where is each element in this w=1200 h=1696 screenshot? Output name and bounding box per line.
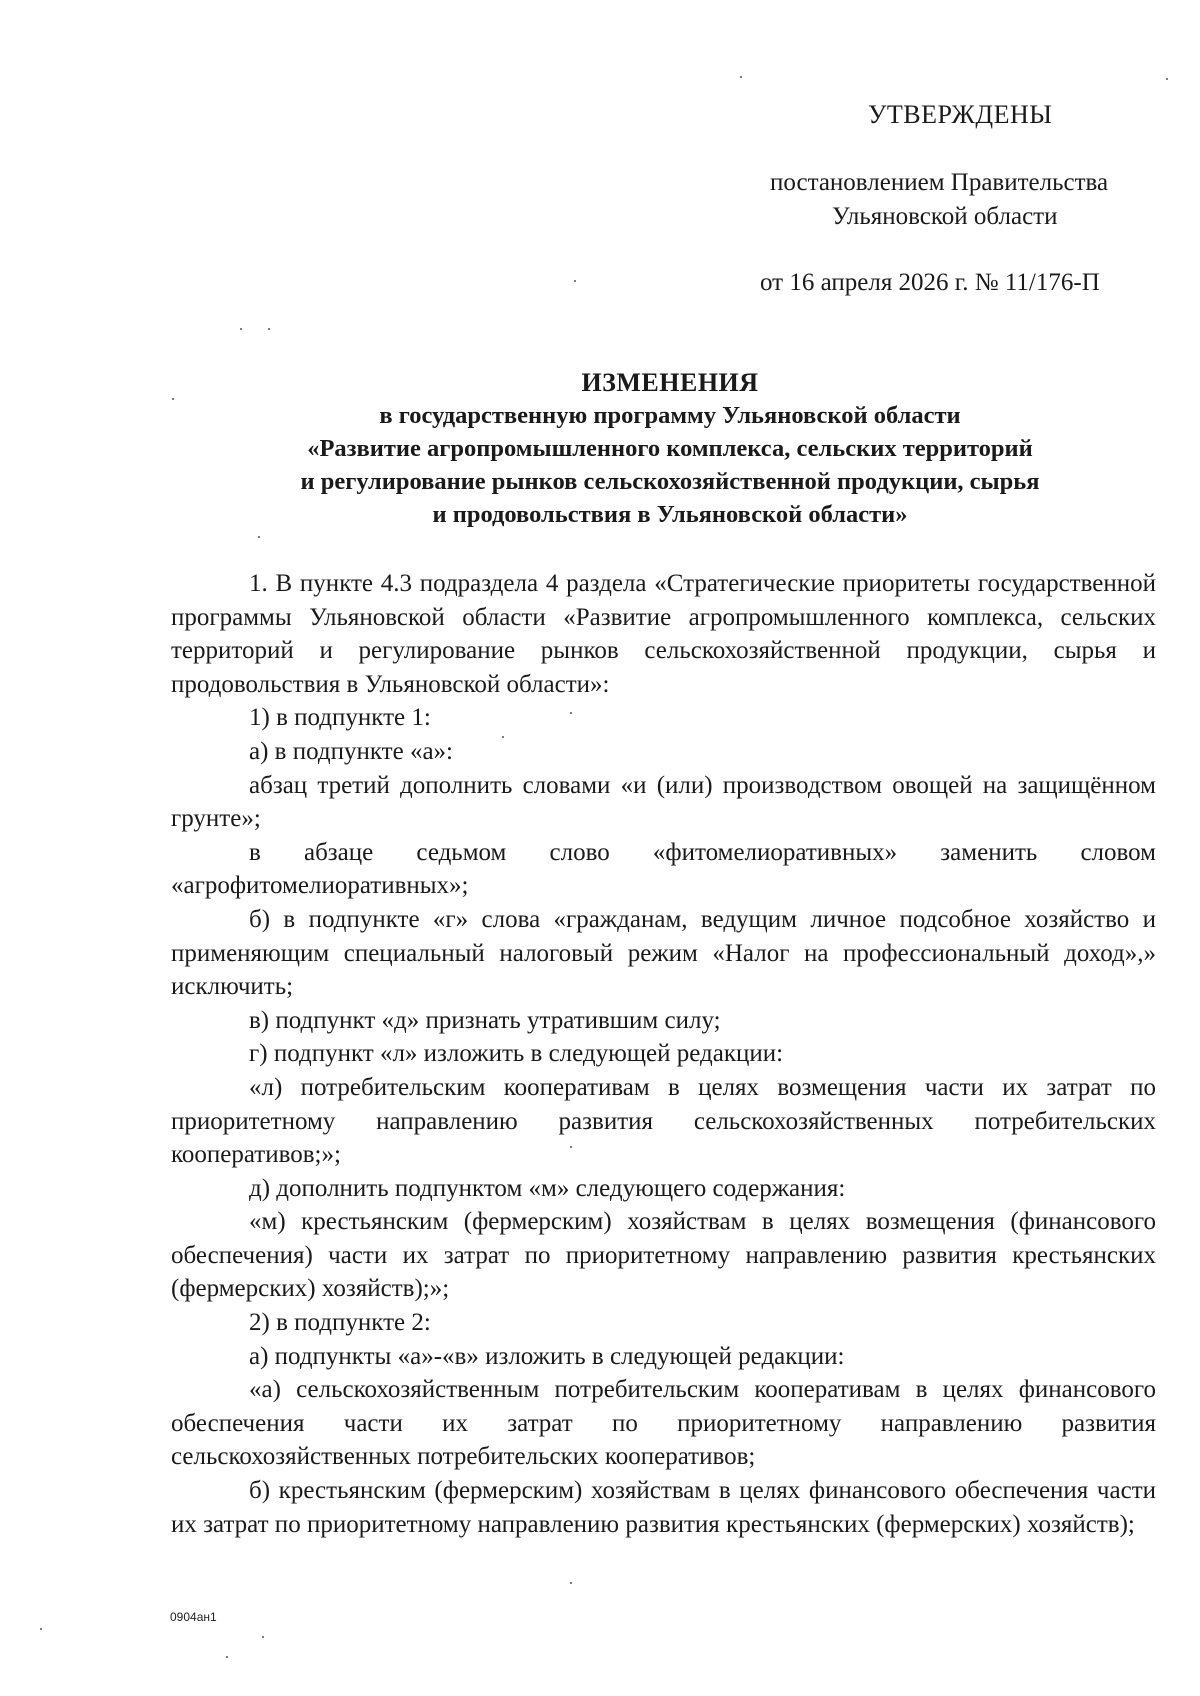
scan-speck — [172, 398, 174, 400]
paragraph: д) дополнить подпунктом «м» следующего содержания: — [249, 1174, 846, 1202]
scan-speck — [240, 328, 242, 330]
paragraph: б) крестьянским (фермерским) хозяйствам в целях финансового обеспечения части их затрат по приоритетному направлению развития крестьянских (фермерских) хозяйств); — [171, 1477, 1156, 1538]
scan-speck — [502, 736, 504, 738]
heading-line-1: в государственную программу Ульяновской области — [379, 402, 961, 429]
scan-speck — [570, 1146, 572, 1148]
paragraph: «л) потребительским кооперативам в целях возмещения части их затрат по приоритетному направлению развития сельскохозяйственных потребительских кооперативов;»; — [171, 1073, 1156, 1169]
scan-speck — [258, 536, 260, 538]
scan-speck — [262, 1636, 264, 1638]
paragraph: 1) в подпункте 1: — [249, 704, 431, 732]
approval-line-1: постановлением Правительства — [770, 169, 1109, 196]
heading-line-3: и регулирование рынков сельскохозяйственной продукции, сырья — [300, 468, 1040, 495]
scan-speck — [740, 76, 742, 78]
paragraph: абзац третий дополнить словами «и (или) производством овощей на защищённом грунте»; — [171, 771, 1156, 833]
heading-line-4: и продовольствия в Ульяновской области» — [432, 501, 908, 528]
approval-line-2: Ульяновской области — [832, 203, 1058, 230]
paragraph: а) подпункты «а»-«в» изложить в следующей редакции: — [249, 1342, 845, 1370]
scan-speck — [40, 1628, 42, 1630]
document-heading — [170, 366, 1170, 531]
paragraph: «а) сельскохозяйственным потребительским кооперативам в целях финансового обеспечения части их затрат по приоритетному направлению развития сельскохозяйственных потребительских кооперативов; — [171, 1376, 1156, 1471]
scan-speck — [226, 1656, 228, 1658]
approval-block — [0, 0, 1200, 330]
scan-speck — [574, 280, 576, 282]
heading-main: ИЗМЕНЕНИЯ — [581, 368, 759, 397]
paragraph: в) подпункт «д» признать утратившим силу; — [249, 1006, 721, 1034]
approval-title: УТВЕРЖДЕНЫ — [868, 100, 1053, 129]
paragraph: 1. В пункте 4.3 подраздела 4 раздела «Стратегические приоритеты государственной программы Ульяновской области «Развитие агропромышленного комплекса, сельских территорий и регулирование рынков сельскохозяйственной продукции, сырья и продовольствия в Ульяновской области»: — [171, 570, 1156, 698]
paragraph: в абзаце седьмом слово «фитомелиоративных» заменить словом «агрофитомелиоративных»; — [171, 838, 1156, 900]
approval-date: от 16 апреля 2026 г. № 11/176-П — [760, 269, 1100, 296]
heading-line-2: «Развитие агропромышленного комплекса, сельских территорий — [307, 435, 1033, 462]
scan-speck — [570, 712, 572, 714]
footer-code: 0904ан1 — [170, 1610, 217, 1624]
document-body — [171, 567, 1156, 1541]
paragraph: а) в подпункте «а»: — [249, 737, 453, 765]
paragraph: г) подпункт «л» изложить в следующей редакции: — [249, 1040, 784, 1068]
scan-speck — [1166, 78, 1168, 80]
paragraph: б) в подпункте «г» слова «гражданам, ведущим личное подсобное хозяйство и применяющим специальный налоговый режим «Налог на профессиональный доход»,» исключить; — [171, 905, 1156, 1001]
scan-speck — [268, 328, 270, 330]
paragraph: «м) крестьянским (фермерским) хозяйствам в целях возмещения (финансового обеспечения) части их затрат по приоритетному направлению развития крестьянских (фермерских) хозяйств);»; — [171, 1208, 1156, 1303]
scan-speck — [570, 1582, 572, 1584]
paragraph: 2) в подпункте 2: — [249, 1309, 431, 1337]
